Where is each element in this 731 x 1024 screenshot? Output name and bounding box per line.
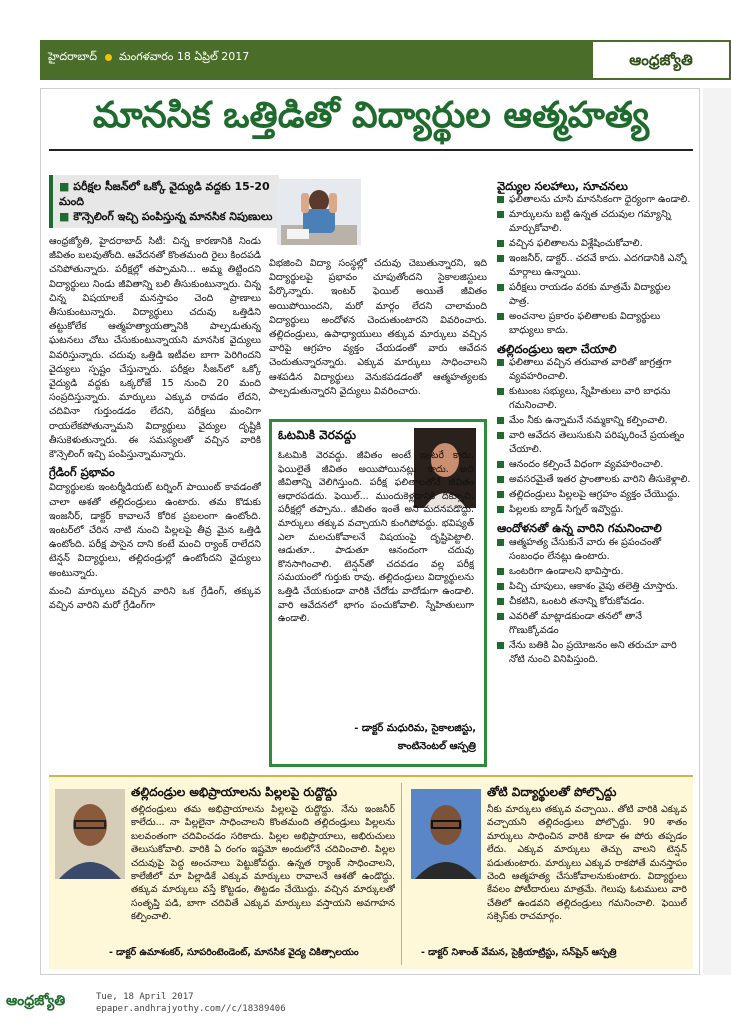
column-3-tips	[497, 179, 693, 769]
list-item: పిచ్చి చూపులు, ఆకాశం వైపు తలెత్తి చూస్తారు.	[497, 580, 693, 594]
parents-list	[497, 356, 693, 517]
col1-paragraph-2: విద్యార్థులకు ఇంటర్మీడియట్ టర్నింగ్ పాయింట్ కావడంతో చాలా ఆశతో తల్లిదండ్రులు ఉంటారు. తమ కొడుకు ఇంజనీర్, డాక్టర్ కావాలనే కోరిక ప్రబలంగా ఉంటోంది. ఇంటర్‌లో చేరిన నాటి నుంచి పిల్లలపై తీవ్ర మైన ఒత్తిడి ఉంటోంది. పరీక్ష పాసైన దాని కంటే మంచి ర్యాంక్ రాలేదని టెన్షన్ విద్యార్థులు, తల్లిదండ్రుల్లో ఉంటోందని వైద్యులు అంటున్నారు.	[49, 482, 261, 579]
list-item: కుటుంబ సభ్యులు, స్నేహితులు వారి బాధను గమనించాలి.	[497, 385, 693, 413]
quote-signature-1: - డాక్టర్ మధురిమ, సైకాలజిస్టు,	[354, 723, 476, 734]
doctors-advice-title: వైద్యుల సలహాలు, సూచనలు	[497, 179, 628, 193]
list-item: మేం నీకు ఉన్నామనే నమ్మకాన్ని కల్పించాలి.	[497, 414, 693, 428]
bottom-right-text: నీకు మార్కులు తక్కువ వచ్చాయి.. తోటి వారికి ఎక్కువ వచ్చాయని తల్లిదండ్రులు పోల్చొద్దు. 90 శాతం మార్కులు సాధించిన వారికి కూడా ఈ పోరు తప్పడం లేదు. ఎక్కువ మార్కులు తెచ్చు వాలని టెన్షన్ పడుతుంటారు. మార్కులు ఎక్కువ రాకపోతే మనస్తాపం చెంది ఆత్మహత్య చేసుకోవాలనుకుంటారు. విద్యార్థులు కేవలం పోటీదారులు మాత్రమే. గెలుపు ఓటములు వారి చేతిలో ఉండవని తల్లిదండ్రులు గమనించాలి. ఫెయిల్ సక్సెస్‌కు రాచమార్గం.	[487, 804, 687, 923]
bottom-divider	[401, 783, 402, 965]
list-item: ఫలితాలు వచ్చిన తరువాత వారితో జాగ్రత్తగా వ్యవహరించాలి.	[497, 356, 693, 384]
doctor-umashankar-photo	[55, 789, 125, 879]
footer-logo: ఆంధ్రజ్యోతి	[6, 993, 66, 1009]
stressed-student-photo	[277, 179, 361, 245]
footer	[0, 985, 731, 1024]
list-item: ఒంటరిగా ఉండాలని భావిస్తారు.	[497, 565, 693, 579]
col2-paragraph-1: విభజించి విద్యా సంస్థల్లో చదువు చెబుతున్నారని, ఇది విద్యార్థులపై ప్రభావం చూపుతోందని సైకాలజిస్టులు పేర్కొన్నారు. ఇంటర్ ఫెయిల్ అయితే జీవితం అయిపోయిందని, మరో మార్గం లేదని చాలామంది విద్యార్థులు అందోళన చెందుతుంటారని వివరించారు. తల్లిదండ్రులు, ఉపాధ్యాయులు తక్కువ మార్కులు వచ్చిన వారిపై ఆగ్రహం వ్యక్తం చేయడంతో వారు ఆవేదన చెందుతున్నారన్నారు. ఎక్కువ మార్కులు సాధించాలని ఆశపడిన విద్యార్థులు వెనుకపడడంతో ఆత్మహత్యలకు పాల్పడుతున్నారని వైద్యులు వివరించారు.	[269, 258, 487, 397]
col1-paragraph-3: మంచి మార్కులు వచ్చిన వారిని ఒక గ్రేడింగ్, తక్కువ వచ్చిన వారిని మరో గ్రేడింగ్‌గా	[49, 585, 261, 612]
quote-signature-2: కాంటినెంటల్ ఆస్పత్రి	[397, 741, 476, 752]
date-label: మంగళవారం 18 ఏప్రిల్ 2017	[119, 50, 250, 63]
adjacent-page-strip	[703, 88, 731, 975]
issue-date	[48, 50, 249, 66]
list-item: వారి ఆవేదన తెలుసుకుని పరిష్కరించే ప్రయత్నం చేయాలి.	[497, 429, 693, 457]
list-item: తల్లిదండ్రులు పిల్లలపై ఆగ్రహం వ్యక్తం చేయొద్దు.	[497, 488, 693, 502]
quote-box	[269, 419, 487, 767]
list-item: ఫలితాలను చూసి మానసికంగా ధైర్యంగా ఉండాలి.	[497, 193, 693, 207]
quote-box-text: ఓటమికి వెరవద్దు. జీవితం అంటే ఇంటరే కాదు. ఫెయిలైతే జీవితం అయిపోయినట్లు కాదు. అది జీవితాన్ని వెలిగిస్తుంది. పరీక్ష ఫలితాలతోనే జీవితం ఆధారపడదు. ఫెయిల్... ముందుకెళ్లడానికి దిక్సూచి. పరీక్షల్లో తప్పాను.. జీవితం ఇంతే అని మదనపడొద్దు. మార్కులు తక్కువ వచ్చాయని కుంగిపోవద్దు. భవిష్యత్ ఎలా మలచుకోవాలనే విషయంపై దృష్టిపెట్టాలి. ఆడుతూ.. పాడుతూ ఆనందంగా చదువు కొనసాగించాలి. టెన్షన్‌తో చదవడం వల్ల పరీక్ష సమయంలో గుర్తుకు రావు. తల్లిదండ్రులు విద్యార్థులను ఒత్తిడి చేయకుండా వారికి చేదోడు వాదోడుగా ఉండాలి. వారి ఆవేదనలో భాగం పంచుకోవాలి. స్నేహితులుగా ఉండాలి.	[278, 450, 474, 625]
list-item: మార్కులను బట్టి ఉన్నత చదువుల గమ్యాన్ని మార్చుకోవాలి.	[497, 208, 693, 236]
list-item: ఎవరితో మాట్లాడకుండా తనలో తానే గొణుక్కోవడం	[497, 610, 693, 638]
parents-title: తల్లిదండ్రులు ఇలా చేయాలి	[497, 342, 617, 357]
list-item: అంచనాల ప్రకారం ఫలితాలకు విద్యార్థులు బాధ్యులు కాదు.	[497, 310, 693, 338]
header-bar	[40, 40, 731, 80]
bottom-right-body	[487, 803, 687, 943]
list-item: వచ్చిన ఫలితాలను విశ్లేషించుకోవాలి.	[497, 237, 693, 251]
col1-subhead: గ్రేడింగ్ ప్రభావం	[49, 465, 115, 480]
bottom-left-signature: - డాక్టర్ ఉమాశంకర్, సూపరింటెండెంట్, మానసిక వైద్య చికిత్సాలయం	[109, 947, 359, 958]
city-label: హైదరాబాద్	[48, 50, 97, 63]
col1-paragraph-1: ఆంధ్రజ్యోతి, హైదరాబాద్ సిటీ: చిన్న కారణానికి నిండు జీవితం బలవుతోంది. ఆవేదనతో కొంతమంది రైలు కిందపడి చనిపోతున్నారు. పరీక్షల్లో తప్పామని... అమ్మ తిట్టిందని విద్యార్థులు నిండు జీవితాన్ని బలి తీసుకుంటున్నారు. చిన్న చిన్న విషయాలకే మనస్తాపం చెంది ప్రాణాలు తీసుకుంటున్నారు. విద్యార్థులు చదువు ఒత్తిడిని తట్టుకోలేక ఆత్మహత్యాయత్నానికి పాల్పడుతున్న ఘటనలు చోటు చేసుకుంటున్నాయని మానసిక వైద్యులు వివరిస్తున్నారు. చదువు ఒత్తిడి ఇటీవల బాగా పెరిగిందని వైద్యులు స్పష్టం చేస్తున్నారు. పరీక్షల సీజన్‌లో ఒక్కో వైద్యుడి వద్దకు ఒక్కరోజే 15 నుంచి 20 మంది సంప్రదిస్తున్నారు. మార్కులు ఎక్కువ రావడం లేదని, చదివినా గుర్తుండడం లేదని, పరీక్షలు మంచిగా రాయలేకపోతున్నామని విద్యార్థులు వైద్యుల దృష్టికి తీసుకెళుతున్నారు. ఈ సమస్యలతో వచ్చిన వారికి కౌన్సెలింగ్ ఇచ్చి పంపిస్తున్నామన్నారు.	[49, 236, 261, 461]
deck-line-2: ■ కౌన్సెలింగ్ ఇచ్చి పంపిస్తున్న మానసిక నిపుణులు	[59, 209, 273, 224]
doctors-advice-list	[497, 193, 693, 338]
column-1	[49, 235, 261, 771]
list-item: పిల్లలకు బ్యాడ్ సిగ్నల్ ఇవ్వొద్దు.	[497, 503, 693, 517]
warning-signs-list	[497, 536, 693, 667]
bottom-left-body	[131, 803, 395, 943]
doctor-nishanth-photo	[411, 789, 481, 879]
bullet-dot-icon	[105, 54, 112, 61]
bottom-right-title: తోటి విద్యార్థులతో పోల్చొద్దు	[487, 785, 617, 799]
deck-line-1: ■ పరీక్షల సీజన్‌లో ఒక్కో వైద్యుడి వద్దకు 15-20 మంది	[59, 179, 273, 209]
masthead-logo: ఆంధ్రజ్యోతి	[591, 40, 731, 80]
list-item: ఆనందం కల్పించే విధంగా వ్యవహరించాలి.	[497, 458, 693, 472]
article-page	[40, 88, 700, 975]
footer-date: Tue, 18 April 2017	[96, 992, 194, 1002]
list-item: అవసరమైతే ఇతర ప్రాంతాలకు వారిని తీసుకెళ్లాలి.	[497, 473, 693, 487]
footer-url[interactable]: epaper.andhrajyothy.com//c/18389406	[96, 1004, 286, 1014]
column-2	[269, 257, 487, 407]
bottom-left-text: తల్లిదండ్రులు తమ అభిప్రాయాలను పిల్లలపై రుద్దొద్దు. నేను ఇంజనీర్ కాలేదు... నా పిల్లలైనా సాధించాలని కొంతమంది తల్లిదండ్రులు పిల్లలను బలవంతంగా చదివించడం సరికాదు. పిల్లల అభిప్రాయాలు, అభిరుచులు తెలుసుకోవాలి. వారికి ఏ రంగం ఇష్టమో అందులోనే చదివించాలి. పిల్లల చదువుపై పెద్ద అంచనాలు పెట్టుకోవద్దు. ఉన్నత ర్యాంక్ సాధించాలని, కాలేజీలో మా పిల్లాడికే ఎక్కువ మార్కులు రావాలనే ఆశతో ఉండొద్దు. తక్కువ మార్కులు వస్తే కొట్టడం, తిట్టడం చేయొద్దు. వచ్చిన మార్కులతో సంతృప్తి పడి, బాగా చదివితే ఎక్కువ మార్కులు వస్తాయని అవగాహన కల్పించాలి.	[131, 804, 395, 923]
list-item: నేను బతికి ఏం ప్రయోజనం అని తరుచూ వారి నోటి నుంచి వినిపిస్తుంది.	[497, 639, 693, 667]
headline-rule	[49, 149, 693, 151]
warning-signs-title: ఆందోళనతో ఉన్న వారిని గమనించాలి	[497, 521, 662, 536]
bottom-panel	[49, 775, 693, 969]
list-item: పరీక్షలు రాయడం వరకు మాత్రమే విద్యార్థుల పాత్ర.	[497, 281, 693, 309]
quote-box-body	[278, 449, 474, 715]
list-item: ఆత్మహత్య చేసుకునే వారు ఈ ప్రపంచంతో సంబంధం లేనట్లు ఉంటారు.	[497, 536, 693, 564]
bottom-left-title: తల్లిదండ్రుల అభిప్రాయాలను పిల్లలపై రుద్దొద్దు	[131, 785, 337, 799]
footer-meta	[96, 991, 286, 1015]
list-item: చీకటిని, ఒంటరి తనాన్ని కోరుకోవడం.	[497, 595, 693, 609]
quote-box-title: ఓటమికి వెరవద్దు	[278, 428, 356, 442]
headline: మానసిక ఒత్తిడితో విద్యార్థుల ఆత్మహత్య	[92, 95, 650, 136]
deck-box	[49, 175, 279, 228]
list-item: ఇంజనీర్, డాక్టర్.. చదవే కాదు. ఎదగడానికి ఎన్నో మార్గాలు ఉన్నాయి.	[497, 252, 693, 280]
bottom-right-signature: - డాక్టర్ నిశాంత్ వేమన, సైక్రియాట్రిస్టు, సన్‌షైన్ ఆస్పత్రి	[421, 947, 617, 958]
